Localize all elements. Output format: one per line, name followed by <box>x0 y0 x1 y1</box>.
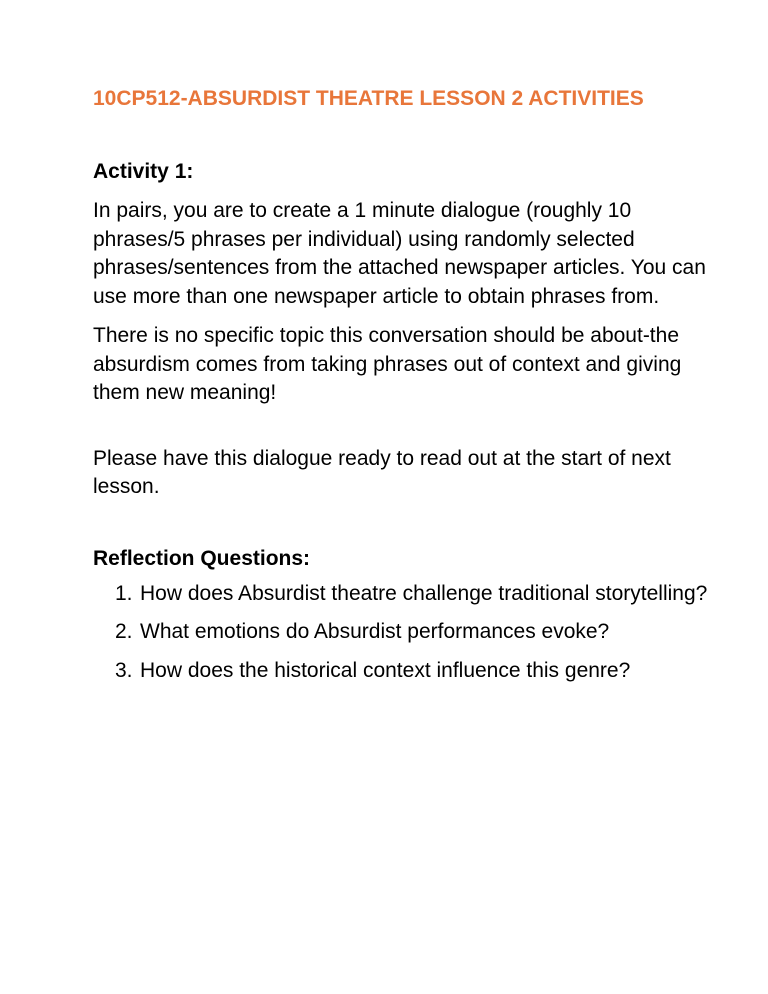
list-item-number: 1. <box>115 581 133 605</box>
list-item-number: 2. <box>115 620 133 643</box>
list-item-text: What emotions do Absurdist performances evoke? <box>140 620 610 643</box>
list-item-text: How does Absurdist theatre challenge traditional storytelling? <box>140 581 708 605</box>
reflection-questions-list <box>93 580 713 686</box>
list-item-number: 3. <box>115 658 133 682</box>
document-title: 10CP512-ABSURDIST THEATRE LESSON 2 ACTIVITIES <box>93 87 644 110</box>
list-item <box>93 580 713 609</box>
activity-1-heading: Activity 1: <box>93 160 194 183</box>
activity-1-paragraph-deadline: Please have this dialogue ready to read out at the start of next lesson. <box>93 446 671 498</box>
activity-1-paragraph-instructions: In pairs, you are to create a 1 minute dialogue (roughly 10 phrases/5 phrases per individual) using randomly selected phrases/sentences from the attached newspaper articles. You can use more than one newspaper article to obtain phrases from. <box>93 199 706 308</box>
list-item-text: How does the historical context influence this genre? <box>140 658 631 682</box>
reflection-questions-heading: Reflection Questions: <box>93 546 311 570</box>
document-page <box>93 83 713 695</box>
activity-1-paragraph-topic: There is no specific topic this conversation should be about-the absurdism comes from taking phrases out of context and giving them new meaning! <box>93 324 682 404</box>
list-item <box>93 657 713 686</box>
list-item <box>93 618 713 647</box>
